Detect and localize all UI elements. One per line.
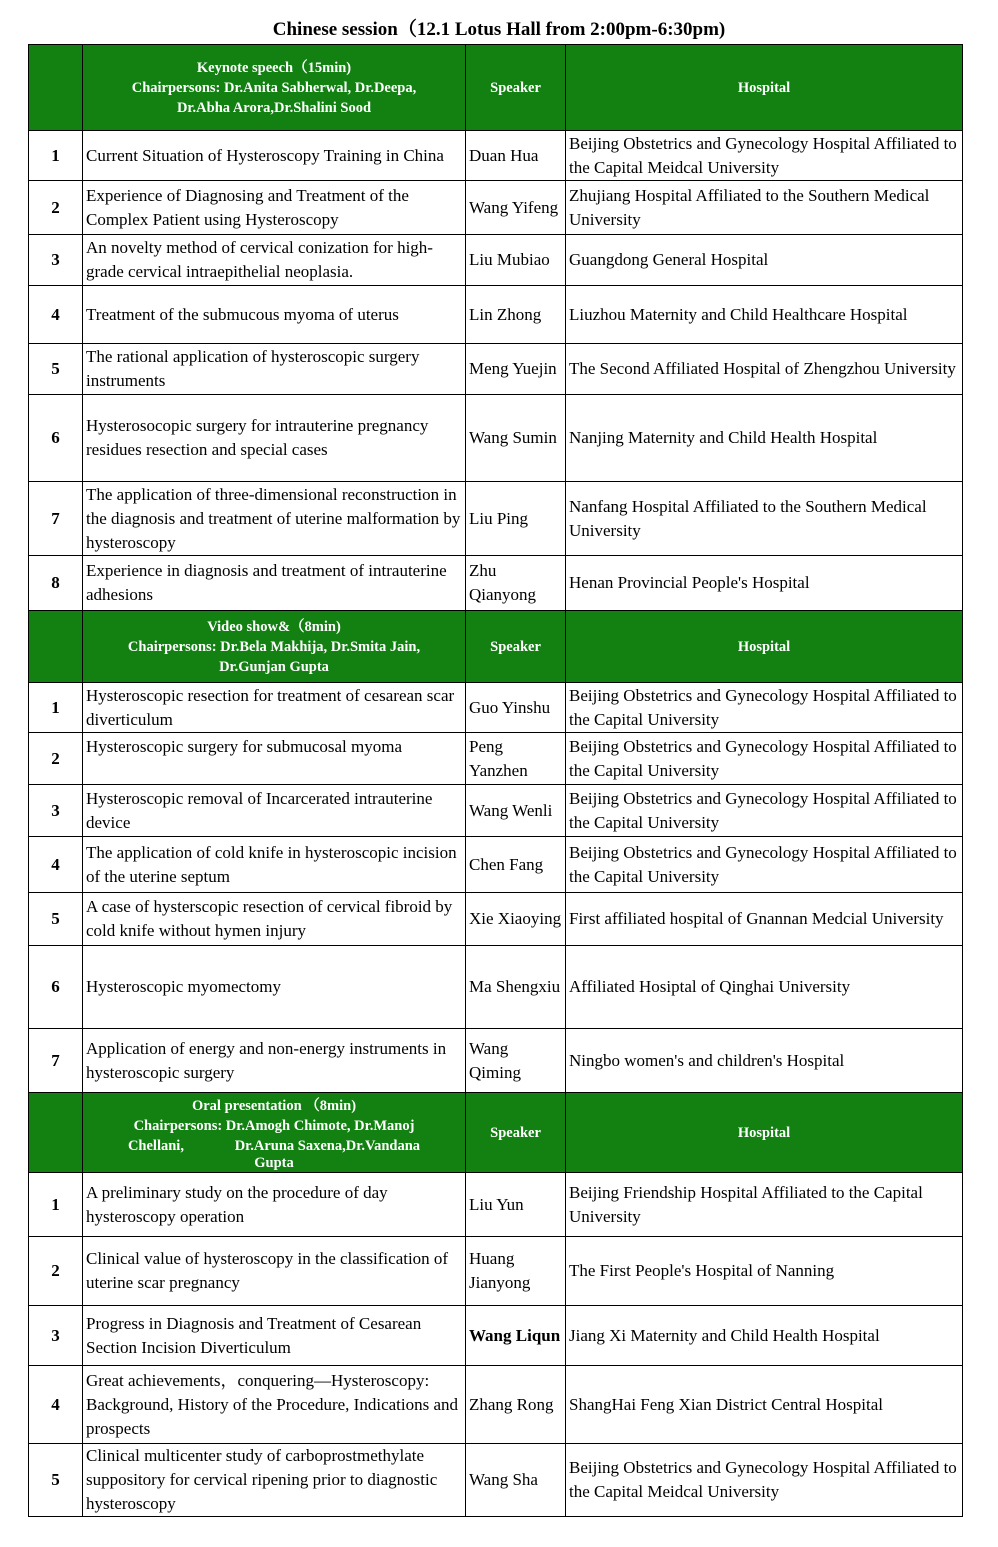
chairpersons: Chairpersons: Dr.Amogh Chimote, Dr.Manoj xyxy=(133,1117,415,1134)
chairpersons: Gupta xyxy=(254,1155,294,1170)
hospital-cell: The First People's Hospital of Nanning xyxy=(566,1237,963,1306)
hospital-cell: Zhujiang Hospital Affiliated to the Southern Medical University xyxy=(566,181,963,235)
speaker-cell: Duan Hua xyxy=(466,131,566,181)
row-number: 7 xyxy=(29,482,83,556)
table-row xyxy=(29,556,963,611)
hospital-cell: Nanfang Hospital Affiliated to the Southern Medical University xyxy=(566,482,963,556)
topic-cell: The application of cold knife in hysteroscopic incision of the uterine septum xyxy=(83,837,466,893)
speaker-cell: Guo Yinshu xyxy=(466,683,566,733)
speaker-cell: Zhang Rong xyxy=(466,1366,566,1444)
row-number: 4 xyxy=(29,1366,83,1444)
row-number: 3 xyxy=(29,235,83,286)
topic-cell: Experience in diagnosis and treatment of intrauterine adhesions xyxy=(83,556,466,611)
section-heading: Video show&（8min) xyxy=(207,618,341,635)
section-title xyxy=(83,611,466,683)
speaker-cell: Wang Sumin xyxy=(466,395,566,482)
table-row xyxy=(29,482,963,556)
speaker-cell: Peng Yanzhen xyxy=(466,733,566,785)
table-row xyxy=(29,785,963,837)
table-row xyxy=(29,235,963,286)
table-row xyxy=(29,683,963,733)
table-row xyxy=(29,395,963,482)
page-title: Chinese session（12.1 Lotus Hall from 2:00pm-6:30pm) xyxy=(272,19,726,40)
chairpersons: Chairpersons: Dr.Bela Makhija, Dr.Smita Jain, xyxy=(127,638,421,655)
hospital-cell: Beijing Obstetrics and Gynecology Hospital Affiliated to the Capital University xyxy=(566,785,963,837)
row-number: 1 xyxy=(29,131,83,181)
hospital-cell: Beijing Obstetrics and Gynecology Hospital Affiliated to the Capital Meidcal University xyxy=(566,131,963,181)
section-header-video-show xyxy=(29,611,963,683)
row-number: 3 xyxy=(29,785,83,837)
hospital-cell: First affiliated hospital of Gnannan Medcial University xyxy=(566,893,963,946)
topic-cell: The rational application of hysteroscopic surgery instruments xyxy=(83,344,466,395)
hospital-cell: Nanjing Maternity and Child Health Hospital xyxy=(566,395,963,482)
speaker-cell: Meng Yuejin xyxy=(466,344,566,395)
chairpersons: Chellani, Dr.Aruna Saxena,Dr.Vandana xyxy=(127,1137,421,1154)
row-number: 6 xyxy=(29,946,83,1029)
topic-cell: Hysteroscopic surgery for submucosal myoma xyxy=(83,733,466,785)
topic-cell: Hysteroscopic resection for treatment of cesarean scar diverticulum xyxy=(83,683,466,733)
row-number: 1 xyxy=(29,683,83,733)
speaker-cell: Wang Qiming xyxy=(466,1029,566,1093)
speaker-cell: Wang Wenli xyxy=(466,785,566,837)
speaker-header: Speaker xyxy=(466,1093,566,1173)
section-header-keynote xyxy=(29,45,963,131)
topic-cell: Progress in Diagnosis and Treatment of Cesarean Section Incision Diverticulum xyxy=(83,1306,466,1366)
hospital-header: Hospital xyxy=(566,45,963,131)
table-row xyxy=(29,1306,963,1366)
row-number: 5 xyxy=(29,344,83,395)
hospital-cell: Henan Provincial People's Hospital xyxy=(566,556,963,611)
table-row xyxy=(29,1237,963,1306)
section-num-cell xyxy=(29,1093,83,1173)
table-row xyxy=(29,1366,963,1444)
hospital-cell: Beijing Obstetrics and Gynecology Hospital Affiliated to the Capital University xyxy=(566,837,963,893)
topic-cell: Hysterosocopic surgery for intrauterine pregnancy residues resection and special cases xyxy=(83,395,466,482)
table-row xyxy=(29,1444,963,1517)
table-row xyxy=(29,1029,963,1093)
chairpersons: Dr.Gunjan Gupta xyxy=(219,658,329,675)
section-title xyxy=(83,45,466,131)
row-number: 5 xyxy=(29,1444,83,1517)
table-row xyxy=(29,733,963,785)
speaker-header: Speaker xyxy=(466,45,566,131)
section-heading: Keynote speech（15min) xyxy=(196,59,352,76)
speaker-cell: Liu Mubiao xyxy=(466,235,566,286)
row-number: 4 xyxy=(29,837,83,893)
topic-cell: Hysteroscopic myomectomy xyxy=(83,946,466,1029)
topic-cell: Current Situation of Hysteroscopy Training in China xyxy=(83,131,466,181)
chairpersons: Chairpersons: Dr.Anita Sabherwal, Dr.Deepa, xyxy=(131,79,417,96)
speaker-cell: Wang Liqun xyxy=(466,1306,566,1366)
row-number: 2 xyxy=(29,1237,83,1306)
section-title xyxy=(83,1093,466,1173)
section-header-oral-presentation xyxy=(29,1093,963,1173)
table-row xyxy=(29,893,963,946)
row-number: 7 xyxy=(29,1029,83,1093)
topic-cell: Application of energy and non-energy instruments in hysteroscopic surgery xyxy=(83,1029,466,1093)
topic-cell: Great achievements，conquering—Hysteroscopy: Background, History of the Procedure, Indications and prospects xyxy=(83,1366,466,1444)
hospital-cell: Beijing Obstetrics and Gynecology Hospital Affiliated to the Capital University xyxy=(566,683,963,733)
row-number: 1 xyxy=(29,1173,83,1237)
hospital-cell: Beijing Obstetrics and Gynecology Hospital Affiliated to the Capital University xyxy=(566,733,963,785)
row-number: 3 xyxy=(29,1306,83,1366)
speaker-header: Speaker xyxy=(466,611,566,683)
speaker-cell: Liu Yun xyxy=(466,1173,566,1237)
table-row xyxy=(29,837,963,893)
schedule-table xyxy=(28,44,963,1517)
section-num-cell xyxy=(29,611,83,683)
row-number: 2 xyxy=(29,181,83,235)
section-num-cell xyxy=(29,45,83,131)
hospital-cell: ShangHai Feng Xian District Central Hospital xyxy=(566,1366,963,1444)
topic-cell: Clinical multicenter study of carboprostmethylate suppository for cervical ripening prior to diagnostic hysteroscopy xyxy=(83,1444,466,1517)
hospital-cell: Jiang Xi Maternity and Child Health Hospital xyxy=(566,1306,963,1366)
speaker-cell: Wang Sha xyxy=(466,1444,566,1517)
topic-cell: An novelty method of cervical conization for high-grade cervical intraepithelial neoplasia. xyxy=(83,235,466,286)
hospital-cell: Liuzhou Maternity and Child Healthcare Hospital xyxy=(566,286,963,344)
speaker-cell: Ma Shengxiu xyxy=(466,946,566,1029)
table-row xyxy=(29,344,963,395)
table-row xyxy=(29,181,963,235)
topic-cell: Experience of Diagnosing and Treatment of the Complex Patient using Hysteroscopy xyxy=(83,181,466,235)
row-number: 5 xyxy=(29,893,83,946)
chairpersons: Dr.Abha Arora,Dr.Shalini Sood xyxy=(176,99,372,116)
hospital-cell: The Second Affiliated Hospital of Zhengzhou University xyxy=(566,344,963,395)
row-number: 4 xyxy=(29,286,83,344)
hospital-header: Hospital xyxy=(566,611,963,683)
topic-cell: The application of three-dimensional reconstruction in the diagnosis and treatment of uterine malformation by hysteroscopy xyxy=(83,482,466,556)
row-number: 2 xyxy=(29,733,83,785)
hospital-header: Hospital xyxy=(566,1093,963,1173)
row-number: 6 xyxy=(29,395,83,482)
section-heading: Oral presentation （8min) xyxy=(191,1097,357,1114)
hospital-cell: Ningbo women's and children's Hospital xyxy=(566,1029,963,1093)
topic-cell: Treatment of the submucous myoma of uterus xyxy=(83,286,466,344)
speaker-cell: Zhu Qianyong xyxy=(466,556,566,611)
speaker-cell: Xie Xiaoying xyxy=(466,893,566,946)
hospital-cell: Beijing Friendship Hospital Affiliated to the Capital University xyxy=(566,1173,963,1237)
table-row xyxy=(29,1173,963,1237)
topic-cell: Clinical value of hysteroscopy in the classification of uterine scar pregnancy xyxy=(83,1237,466,1306)
speaker-cell: Huang Jianyong xyxy=(466,1237,566,1306)
row-number: 8 xyxy=(29,556,83,611)
speaker-cell: Chen Fang xyxy=(466,837,566,893)
hospital-cell: Guangdong General Hospital xyxy=(566,235,963,286)
speaker-cell: Wang Yifeng xyxy=(466,181,566,235)
topic-cell: A case of hysterscopic resection of cervical fibroid by cold knife without hymen injury xyxy=(83,893,466,946)
table-row xyxy=(29,131,963,181)
table-row xyxy=(29,946,963,1029)
speaker-cell: Lin Zhong xyxy=(466,286,566,344)
table-row xyxy=(29,286,963,344)
hospital-cell: Affiliated Hosiptal of Qinghai University xyxy=(566,946,963,1029)
speaker-cell: Liu Ping xyxy=(466,482,566,556)
topic-cell: A preliminary study on the procedure of day hysteroscopy operation xyxy=(83,1173,466,1237)
topic-cell: Hysteroscopic removal of Incarcerated intrauterine device xyxy=(83,785,466,837)
hospital-cell: Beijing Obstetrics and Gynecology Hospital Affiliated to the Capital Meidcal University xyxy=(566,1444,963,1517)
